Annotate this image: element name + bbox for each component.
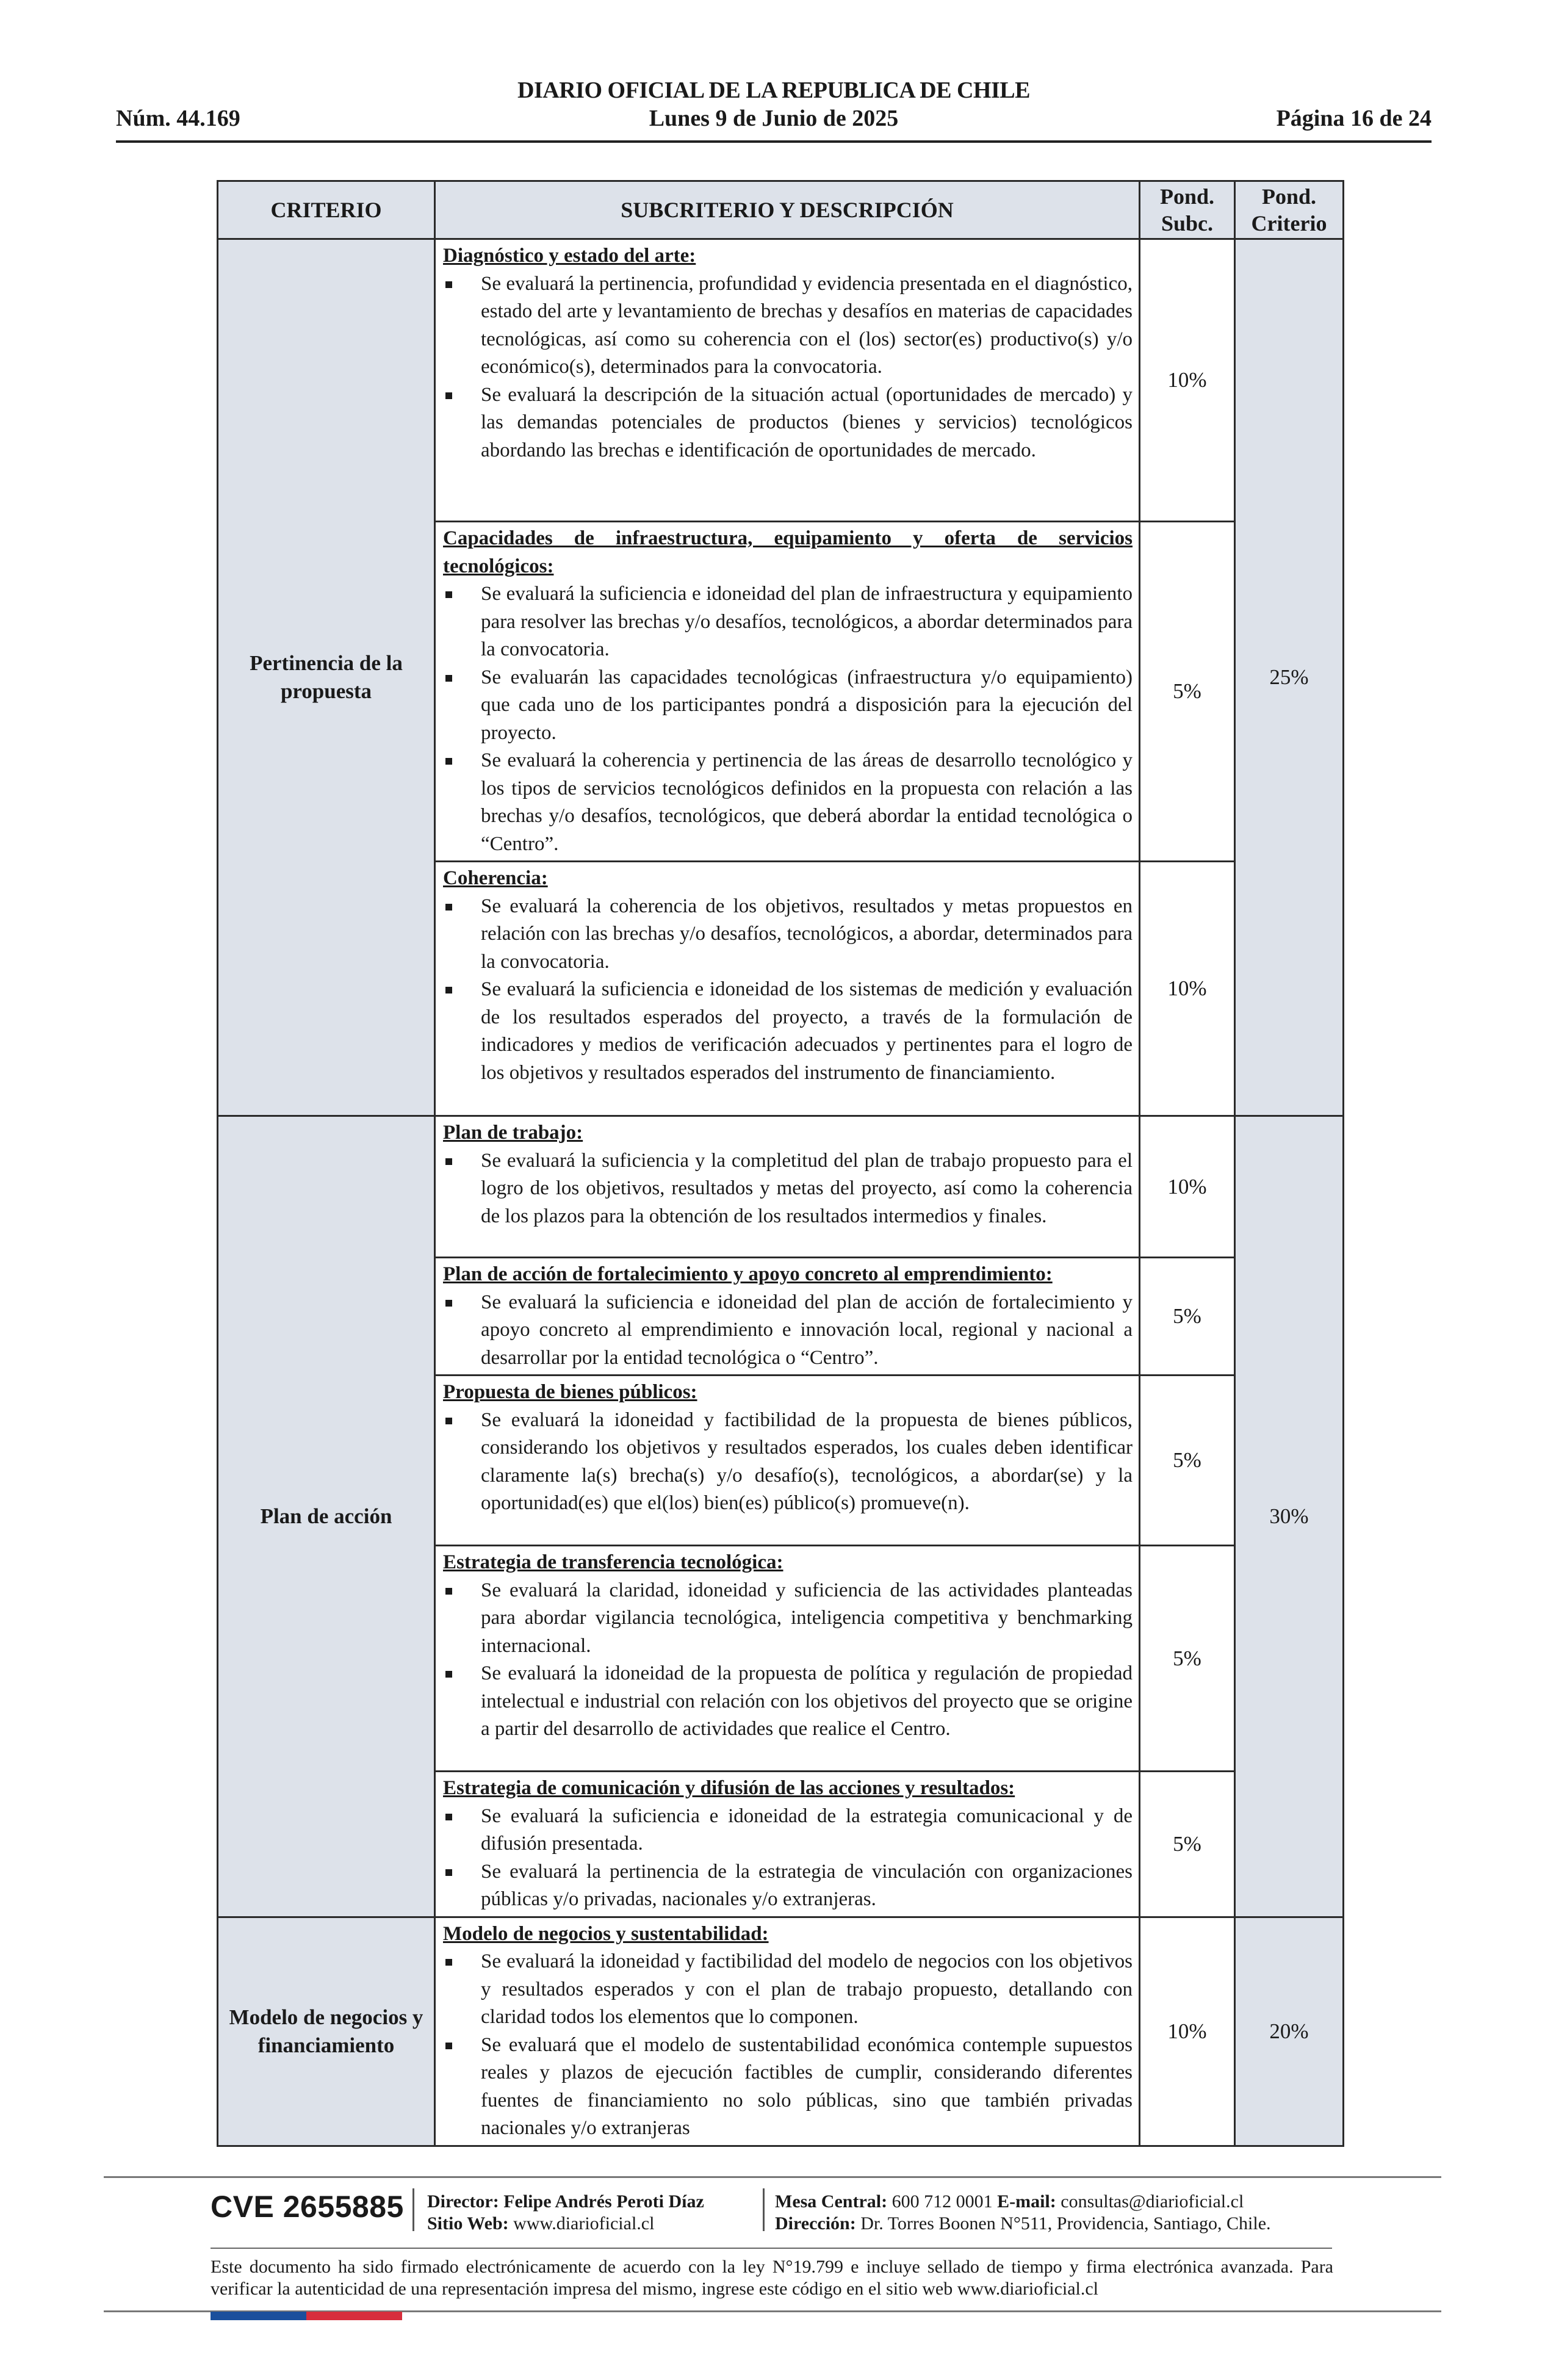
bullet-item: Se evaluará la coherencia de los objetivos, resultados y metas propuestos en relación con las brechas y/o desafíos, tecnológicos, a abordar, determinados para la convocatoria.	[443, 893, 1133, 976]
subcriterion-title: Diagnóstico y estado del arte:	[443, 245, 696, 267]
footer-divider-top	[104, 2176, 1441, 2178]
subcriterion-description	[435, 522, 1140, 862]
page-header	[116, 74, 1432, 143]
bullet-item: Se evaluará la idoneidad y factibilidad del modelo de negocios con los objetivos y resultados esperados y con el plan de trabajo propuesto, detallando con claridad todos los elementos que lo componen.	[443, 1948, 1133, 2032]
table-header-row	[218, 181, 1344, 239]
director-line: Director: Felipe Andrés Peroti Díaz	[427, 2191, 704, 2212]
subcriterion-weight: 5%	[1140, 1258, 1235, 1376]
bullet-list	[443, 580, 1133, 858]
bullet-list	[443, 1948, 1133, 2143]
subcriterion-weight: 5%	[1140, 1772, 1235, 1917]
table-row	[218, 239, 1344, 522]
bullet-item: Se evaluará la suficiencia e idoneidad del plan de acción de fortalecimiento y apoyo concreto al emprendimiento e innovación local, regional y nacional a desarrollar por la entidad tecnológica o “Centro”.	[443, 1289, 1133, 1372]
subcriterion-weight: 5%	[1140, 522, 1235, 862]
subcriterion-title: Estrategia de comunicación y difusión de las acciones y resultados:	[443, 1777, 1015, 1799]
issue-number: Núm. 44.169	[116, 106, 240, 131]
issue-date: Lunes 9 de Junio de 2025	[649, 106, 899, 131]
criterion-weight: 25%	[1235, 239, 1344, 1116]
bullet-list	[443, 1803, 1133, 1914]
website-line: Sitio Web: www.diarioficial.cl	[427, 2213, 655, 2234]
newspaper-title: DIARIO OFICIAL DE LA REPUBLICA DE CHILE	[517, 78, 1030, 103]
column-header-pond-subc: Pond. Subc.	[1140, 181, 1235, 239]
criterion-name: Modelo de negocios y financiamiento	[218, 1917, 435, 2146]
evaluation-criteria-table	[217, 180, 1344, 2147]
table-row	[218, 1917, 1344, 2146]
criterion-weight: 20%	[1235, 1917, 1344, 2146]
website-link[interactable]: www.diarioficial.cl	[513, 2213, 655, 2234]
bullet-item: Se evaluará la idoneidad de la propuesta de política y regulación de propiedad intelectual e industrial con relación con los objetivos del proyecto que se origine a partir del desarrollo de actividades que realice el Centro.	[443, 1660, 1133, 1744]
signature-note: Este documento ha sido firmado electrónicamente de acuerdo con la ley N°19.799 e incluye sellado de tiempo y firma electrónica avanzada. Para verificar la autenticidad de una representación impresa del mismo, ingrese este código en el sitio web www.diarioficial.cl	[211, 2257, 1333, 2299]
page-number: Página 16 de 24	[1276, 106, 1432, 131]
subcriterion-weight: 5%	[1140, 1376, 1235, 1546]
bullet-item: Se evaluará la coherencia y pertinencia de las áreas de desarrollo tecnológico y los tipos de servicios tecnológicos definidos en la propuesta con relación a las brechas y/o desafíos, tecnológicos, que deberá abordar la entidad tecnológica o “Centro”.	[443, 747, 1133, 858]
footer-contact-info	[775, 2191, 1271, 2235]
subcriterion-title: Estrategia de transferencia tecnológica:	[443, 1551, 783, 1573]
subcriterion-title: Plan de acción de fortalecimiento y apoyo concreto al emprendimiento:	[443, 1263, 1053, 1285]
bullet-list	[443, 1289, 1133, 1372]
bullet-item: Se evaluará la suficiencia e idoneidad de los sistemas de medición y evaluación de los resultados esperados del proyecto, a través de la formulación de indicadores y medios de verificación adecuados y pertinentes para el logro de los objetivos y resultados esperados del instrumento de financiamiento.	[443, 976, 1133, 1087]
footer-director-info	[427, 2191, 704, 2235]
flag-blue-band	[211, 2312, 306, 2320]
address-line: Dirección: Dr. Torres Boonen N°511, Providencia, Santiago, Chile.	[775, 2213, 1271, 2234]
bullet-list	[443, 1407, 1133, 1518]
subcriterion-weight: 5%	[1140, 1546, 1235, 1772]
footer-divider-mid	[211, 2248, 1332, 2249]
flag-red-band	[306, 2312, 402, 2320]
footer-separator	[412, 2188, 414, 2231]
bullet-item: Se evaluará la pertinencia de la estrategia de vinculación con organizaciones públicas y/o privadas, nacionales y/o extranjeras.	[443, 1858, 1133, 1914]
subcriterion-description	[435, 1258, 1140, 1376]
subcriterion-weight: 10%	[1140, 862, 1235, 1116]
email-link[interactable]: consultas@diarioficial.cl	[1061, 2191, 1244, 2212]
bullet-item: Se evaluarán las capacidades tecnológicas (infraestructura y/o equipamiento) que cada uno de los participantes pondrá a disposición para la ejecución del proyecto.	[443, 664, 1133, 748]
cve-code: CVE 2655885	[211, 2190, 404, 2224]
subcriterion-title: Plan de trabajo:	[443, 1122, 583, 1144]
subcriterion-description	[435, 1546, 1140, 1772]
bullet-list	[443, 893, 1133, 1087]
column-header-criterio: CRITERIO	[218, 181, 435, 239]
subcriterion-weight: 10%	[1140, 1917, 1235, 2146]
bullet-item: Se evaluará la descripción de la situación actual (oportunidades de mercado) y las demandas potenciales de productos (bienes y servicios) tecnológicos abordando las brechas e identificación de oportunidades de mercado.	[443, 381, 1133, 465]
subcriterion-description	[435, 239, 1140, 522]
chile-flag-stripe	[211, 2312, 402, 2320]
bullet-list	[443, 270, 1133, 465]
subcriterion-title: Coherencia:	[443, 867, 548, 889]
subcriterion-title: Propuesta de bienes públicos:	[443, 1381, 697, 1403]
bullet-item: Se evaluará que el modelo de sustentabilidad económica contemple supuestos reales y plazos de ejecución factibles de cumplir, considerando diferentes fuentes de financiamiento no solo públicas, sino que también privadas nacionales y/o extranjeras	[443, 2032, 1133, 2143]
bullet-item: Se evaluará la idoneidad y factibilidad de la propuesta de bienes públicos, considerando los objetivos y resultados esperados, los cuales deben identificar claramente la(s) brecha(s) y/o desafío(s), tecnológicos, a abordar(se) y la oportunidad(es) que el(los) bien(es) público(s) promueve(n).	[443, 1407, 1133, 1518]
bullet-item: Se evaluará la pertinencia, profundidad y evidencia presentada en el diagnóstico, estado del arte y levantamiento de brechas y desafíos en materias de capacidades tecnológicas, así como su coherencia con el (los) sector(es) productivo(s) y/o económico(s), determinados para la convocatoria.	[443, 270, 1133, 381]
criterion-weight: 30%	[1235, 1116, 1344, 1917]
bullet-item: Se evaluará la suficiencia e idoneidad de la estrategia comunicacional y de difusión presentada.	[443, 1803, 1133, 1858]
subcriterion-title: Modelo de negocios y sustentabilidad:	[443, 1922, 769, 1945]
subcriterion-description	[435, 1116, 1140, 1258]
column-header-subcriterio: SUBCRITERIO Y DESCRIPCIÓN	[435, 181, 1140, 239]
criterion-name: Pertinencia de la propuesta	[218, 239, 435, 1116]
subcriterion-description	[435, 1772, 1140, 1917]
criterion-name: Plan de acción	[218, 1116, 435, 1917]
bullet-item: Se evaluará la claridad, idoneidad y suficiencia de las actividades planteadas para abordar vigilancia tecnológica, inteligencia competitiva y benchmarking internacional.	[443, 1577, 1133, 1661]
subcriterion-description	[435, 1917, 1140, 2146]
subcriterion-description	[435, 862, 1140, 1116]
column-header-pond-criterio: Pond. Criterio	[1235, 181, 1344, 239]
bullet-item: Se evaluará la suficiencia e idoneidad del plan de infraestructura y equipamiento para resolver las brechas y/o desafíos, tecnológicos, a abordar determinados para la convocatoria.	[443, 580, 1133, 664]
bullet-list	[443, 1577, 1133, 1744]
bullet-list	[443, 1147, 1133, 1231]
contact-line: Mesa Central: 600 712 0001 E-mail: consultas@diarioficial.cl	[775, 2191, 1244, 2212]
subcriterion-weight: 10%	[1140, 1116, 1235, 1258]
bullet-item: Se evaluará la suficiencia y la completitud del plan de trabajo propuesto para el logro de los objetivos, resultados y metas del proyecto, así como la coherencia de los plazos para la obtención de los resultados intermedios y finales.	[443, 1147, 1133, 1231]
table-row	[218, 1116, 1344, 1258]
subcriterion-description	[435, 1376, 1140, 1546]
subcriterion-title: Capacidades de infraestructura, equipamiento y oferta de servicios tecnológicos:	[443, 527, 1133, 577]
subcriterion-weight: 10%	[1140, 239, 1235, 522]
footer-separator	[763, 2188, 765, 2231]
